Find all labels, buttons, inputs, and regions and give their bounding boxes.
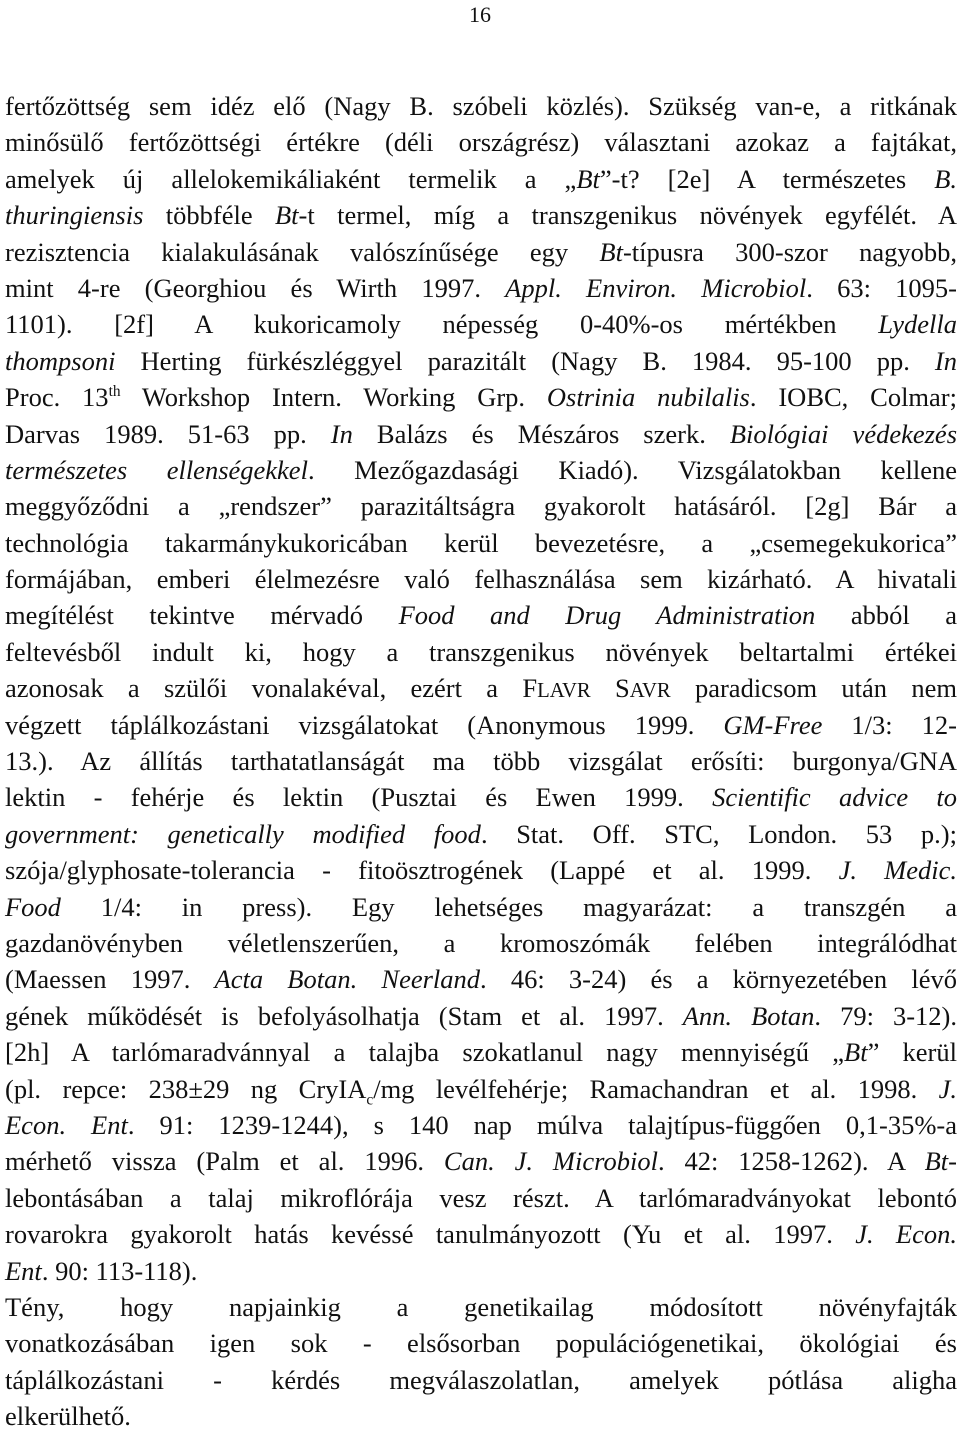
text-line: rovarokra gyakorolt hatás kevéssé tanulmányozott (Yu et al. 1997. J. Econ. <box>5 1219 957 1250</box>
text-line: 13.). Az állítás tarthatatlanságát ma több vizsgálat erősíti: burgonya/GNA <box>5 746 957 777</box>
text-line: feltevésből indult ki, hogy a transzgenikus növények beltartalmi értékei <box>5 636 957 667</box>
text-line: technológia takarmánykukoricában kerül bevezetésre, a „csemegekukorica” <box>5 527 957 558</box>
text-line: vonatkozásában igen sok - elsősorban populációgenetikai, ökológiai és <box>5 1328 957 1359</box>
paragraph-1 <box>5 88 957 1289</box>
text-line: elkerülhető. <box>5 1401 131 1432</box>
text-line: mérhető vissza (Palm et al. 1996. Can. J. Microbiol. 42: 1258-1262). A Bt- <box>5 1146 957 1177</box>
superscript: th <box>108 383 121 401</box>
body-text <box>5 88 957 1434</box>
text-line: thuringiensis többféle Bt-t termel, míg a transzgenikus növények egyfélét. A <box>5 200 958 231</box>
page-number: 16 <box>469 2 491 27</box>
text-line: Food 1/4: in press). Egy lehetséges magyarázat: a transzgén a <box>5 891 957 922</box>
text-line: Econ. Ent. 91: 1239-1244), s 140 nap múlva talajtípus-függően 0,1-35%-a <box>5 1109 958 1140</box>
text-line: Darvas 1989. 51-63 pp. In Balázs és Mészáros szerk. Biológiai védekezés <box>5 418 958 449</box>
text-line: azonosak a szülői vonalakéval, ezért a FLAVR SAVR paradicsom után nem <box>5 673 957 704</box>
text-line: természetes ellenségekkel. Mezőgazdasági Kiadó). Vizsgálatokban kellene <box>5 454 957 485</box>
text-line: Proc. 13th Workshop Intern. Working Grp. Ostrinia nubilalis. IOBC, Colmar; <box>5 382 957 413</box>
text-line: gének működését is befolyásolhatja (Stam et al. 1997. Ann. Botan. 79: 3-12). <box>5 1000 957 1031</box>
text-line: szója/glyphosate-tolerancia - fitoösztrogének (Lappé et al. 1999. J. Medic. <box>5 855 957 886</box>
text-line: táplálkozástani - kérdés megválaszolatlan, amelyek pótlása aligha <box>5 1364 957 1395</box>
text-line: 1101). [2f] A kukoricamoly népesség 0-40%-os mértékben Lydella <box>5 309 957 340</box>
text-line: rezisztencia kialakulásának valószínűsége egy Bt-típusra 300-szor nagyobb, <box>5 236 957 267</box>
text-line: végzett táplálkozástani vizsgálatokat (Anonymous 1999. GM-Free 1/3: 12- <box>5 709 957 740</box>
text-line: lektin - fehérje és lektin (Pusztai és Ewen 1999. Scientific advice to <box>5 782 957 813</box>
text-line: government: genetically modified food. Stat. Off. STC, London. 53 p.); <box>5 818 957 849</box>
text-line: (pl. repce: 238±29 ng CryIA$_c$/mg levélfehérje; Ramachandran et al. 1998. J. <box>5 1073 958 1108</box>
text-line: thompsoni Herting fürkészléggyel parazitált (Nagy B. 1984. 95-100 pp. In <box>5 345 957 376</box>
text-line: minősülő fertőzöttségi értékre (déli országrész) választani azokaz a fajtákat, <box>5 127 957 158</box>
text-line: megítélést tekintve mérvadó Food and Drug Administration abból a <box>5 600 957 631</box>
text-line: gazdanövényben véletlenszerűen, a kromoszómák felében integrálódhat <box>5 927 957 958</box>
subscript: c <box>366 1090 374 1108</box>
paragraph-2 <box>5 1289 957 1434</box>
text-line: (Maessen 1997. Acta Botan. Neerland. 46: 3-24) és a környezetében lévő <box>5 964 957 995</box>
text-line: Tény, hogy napjainkig a genetikailag módosított növényfajták <box>5 1291 957 1322</box>
text-line: amelyek új allelokemikáliaként termelik a „Bt”-t? [2e] A természetes B. <box>5 163 958 194</box>
text-line: fertőzöttség sem idéz elő (Nagy B. szóbeli közlés). Szükség van-e, a ritkának <box>5 91 957 121</box>
text-line: Ent. 90: 113-118). <box>5 1255 198 1286</box>
text-line: lebontásában a talaj mikroflórája vesz részt. A tarlómaradványokat lebontó <box>5 1182 957 1213</box>
text-line: formájában, emberi élelmezésre való felhasználása sem kizárható. A hivatali <box>5 564 957 595</box>
text-line: meggyőződni a „rendszer” parazitáltságra gyakorolt hatásáról. [2g] Bár a <box>5 491 957 522</box>
text-line: mint 4-re (Georghiou és Wirth 1997. Appl. Environ. Microbiol. 63: 1095- <box>5 272 958 303</box>
text-line: [2h] A tarlómaradvánnyal a talajba szokatlanul nagy mennyiségű „Bt” kerül <box>5 1037 957 1068</box>
